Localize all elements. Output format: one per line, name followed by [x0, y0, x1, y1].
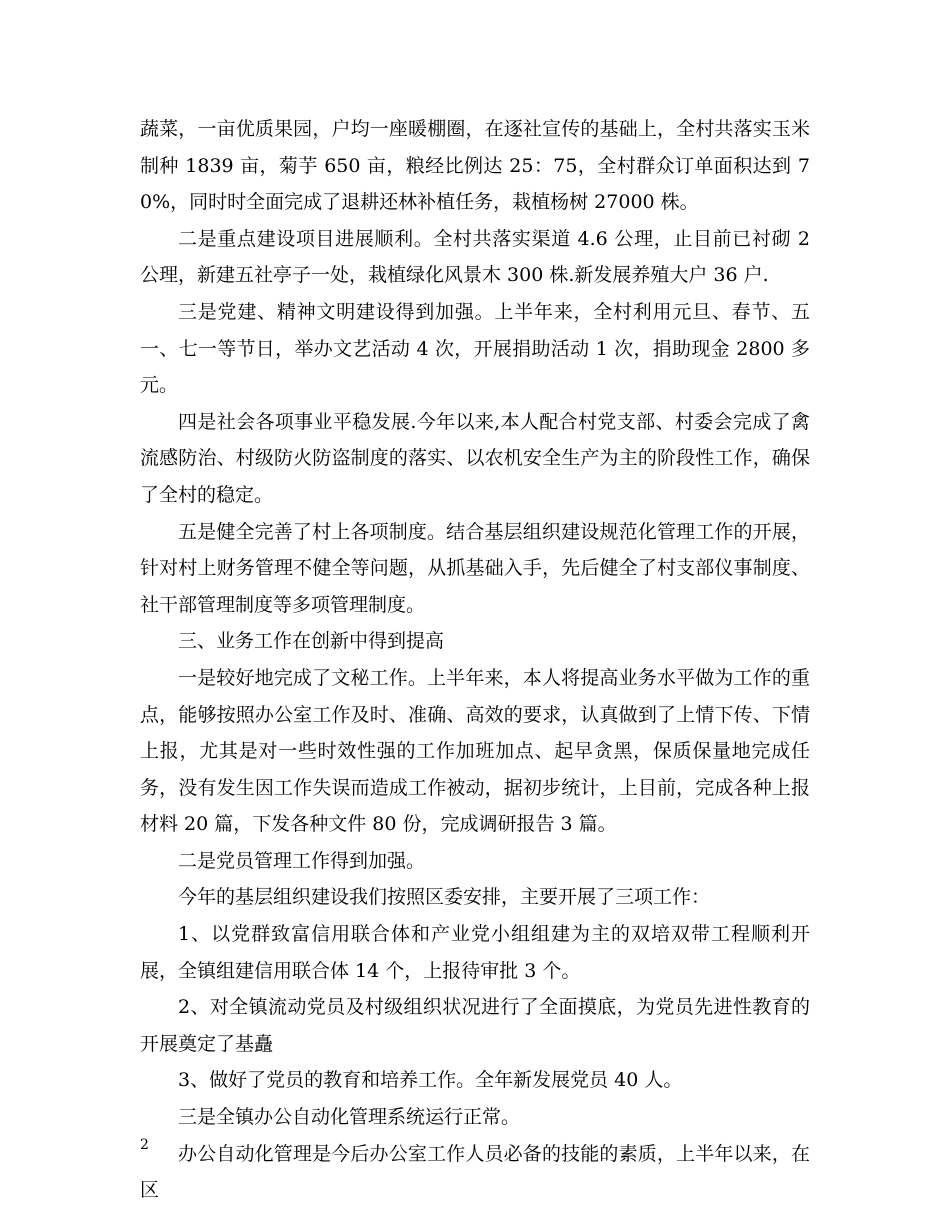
list-item-2: 2、对全镇流动党员及村级组织状况进行了全面摸底，为党员先进性教育的开展奠定了基矗 [140, 996, 810, 1055]
paragraph-9: 今年的基层组织建设我们按照区委安排，主要开展了三项工作： [178, 886, 711, 909]
paragraph-1: 蔬菜，一亩优质果园，户均一座暖棚圈，在逐社宣传的基础上，全村共落实玉米制种 1839 亩，菊芋 650 亩，粮经比例达 25：75，全村群众订单面积达到 70%，同时时全面完成了退耕还林补植任务，栽植杨树 27000 株。 [140, 118, 810, 214]
paragraph-4: 四是社会各项事业平稳发展.今年以来,本人配合村党支部、村委会完成了禽流感防治、村级防火防盗制度的落实、以农机安全生产为主的阶段性工作，确保了全村的稳定。 [140, 410, 810, 506]
paragraph-8: 二是党员管理工作得到加强。 [178, 849, 426, 872]
paragraph-2: 二是重点建设项目进展顺利。全村共落实渠道 4.6 公理，止目前已衬砌 2 公理，新建五社亭子一处，栽植绿化风景木 300 株.新发展养殖大户 36 户. [140, 227, 810, 287]
paragraph-13: 三是全镇办公自动化管理系统运行正常。 [178, 1106, 521, 1129]
list-item-1: 1、以党群致富信用联合体和产业党小组组建为主的双培双带工程顺利开展，全镇组建信用联合体 14 个，上报待审批 3 个。 [140, 923, 810, 982]
paragraph-3: 三是党建、精神文明建设得到加强。上半年来，全村利用元旦、春节、五一、七一等节日，举办文艺活动 4 次，开展捐助活动 1 次，捐助现金 2800 多元。 [140, 300, 810, 397]
paragraph-5: 五是健全完善了村上各项制度。结合基层组织建设规范化管理工作的开展，针对村上财务管理不健全等问题，从抓基础入手，先后健全了村支部仪事制度、社干部管理制度等多项管理制度。 [140, 520, 810, 616]
paragraph-14: 办公自动化管理是今后办公室工作人员必备的技能的素质，上半年以来，在区 [140, 1142, 810, 1202]
section-heading: 三、业务工作在创新中得到提高 [178, 630, 445, 653]
list-item-3: 3、做好了党员的教育和培养工作。全年新发展党员 40 人。 [178, 1069, 683, 1092]
paragraph-7: 一是较好地完成了文秘工作。上半年来，本人将提高业务水平做为工作的重点，能够按照办公室工作及时、准确、高效的要求，认真做到了上情下传、下情上报，尤其是对一些时效性强的工作加班加点、起早贪黑，保质保量地完成任务，没有发生因工作失误而造成工作被动，据初步统计，上目前，完成各种上报材料 20 篇，下发各种文件 80 份，完成调研报告 3 篇。 [140, 666, 810, 836]
document-body [140, 111, 810, 1209]
page-number: 2 [140, 1137, 149, 1153]
